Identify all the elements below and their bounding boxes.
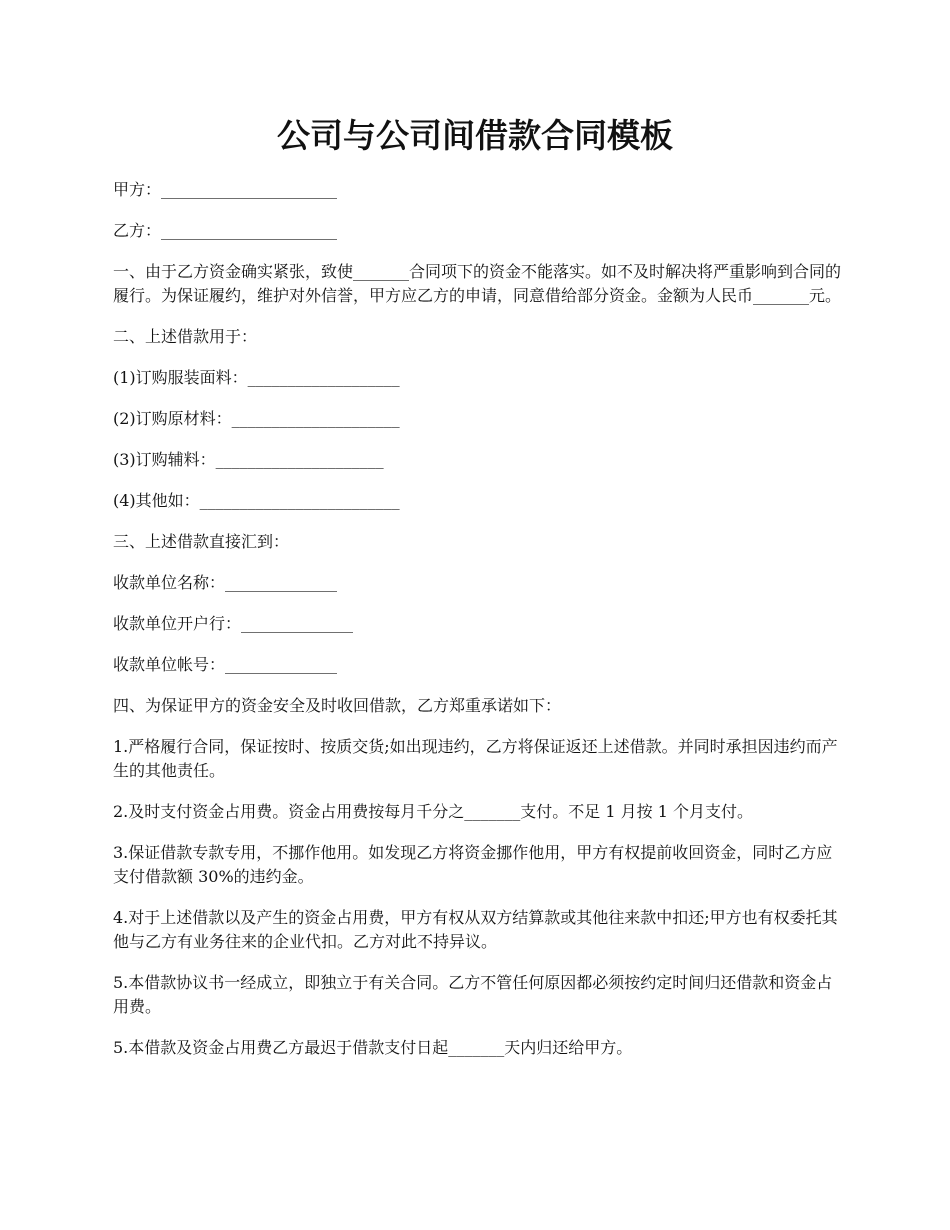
- promise-2: 2.及时支付资金占用费。资金占用费按每月千分之_______支付。不足 1 月按 1 个月支付。: [113, 802, 753, 821]
- clause-2-heading: 二、上述借款用于：: [113, 327, 258, 346]
- document-body: [113, 178, 843, 1077]
- payee-account-line: 收款单位帐号：______________: [113, 655, 338, 674]
- party-a-line: 甲方：______________________: [113, 180, 338, 199]
- use-item-2: (2)订购原材料：_____________________: [113, 409, 400, 428]
- payee-name-line: 收款单位名称：______________: [113, 573, 338, 592]
- promise-5: 5.本借款协议书一经成立，即独立于有关合同。乙方不管任何原因都必须按约定时间归还借款和资金占用费。: [113, 973, 833, 1016]
- clause-1: 一、由于乙方资金确实紧张，致使_______合同项下的资金不能落实。如不及时解决将严重影响到合同的履行。为保证履约，维护对外信誉，甲方应乙方的申请，同意借给部分资金。金额为人民币_______元。: [113, 262, 842, 305]
- payee-bank-line: 收款单位开户行：______________: [113, 614, 354, 633]
- use-item-1: (1)订购服装面料：___________________: [113, 368, 400, 387]
- promise-4: 4.对于上述借款以及产生的资金占用费，甲方有权从双方结算款或其他往来款中扣还;甲方也有权委托其他与乙方有业务往来的企业代扣。乙方对此不持异议。: [113, 908, 838, 951]
- use-item-3: (3)订购辅料：_____________________: [113, 450, 384, 469]
- promise-1: 1.严格履行合同，保证按时、按质交货;如出现违约，乙方将保证返还上述借款。并同时承担因违约而产生的其他责任。: [113, 737, 838, 780]
- document-title: 公司与公司间借款合同模板: [277, 116, 673, 155]
- promise-6: 5.本借款及资金占用费乙方最迟于借款支付日起_______天内归还给甲方。: [113, 1038, 633, 1057]
- clause-3-heading: 三、上述借款直接汇到：: [113, 532, 290, 551]
- clause-4-heading: 四、为保证甲方的资金安全及时收回借款，乙方郑重承诺如下：: [113, 696, 562, 715]
- use-item-4: (4)其他如：_________________________: [113, 491, 400, 510]
- promise-3: 3.保证借款专款专用，不挪作他用。如发现乙方将资金挪作他用，甲方有权提前收回资金，同时乙方应支付借款额 30%的违约金。: [113, 843, 833, 886]
- party-b-line: 乙方：______________________: [113, 221, 338, 240]
